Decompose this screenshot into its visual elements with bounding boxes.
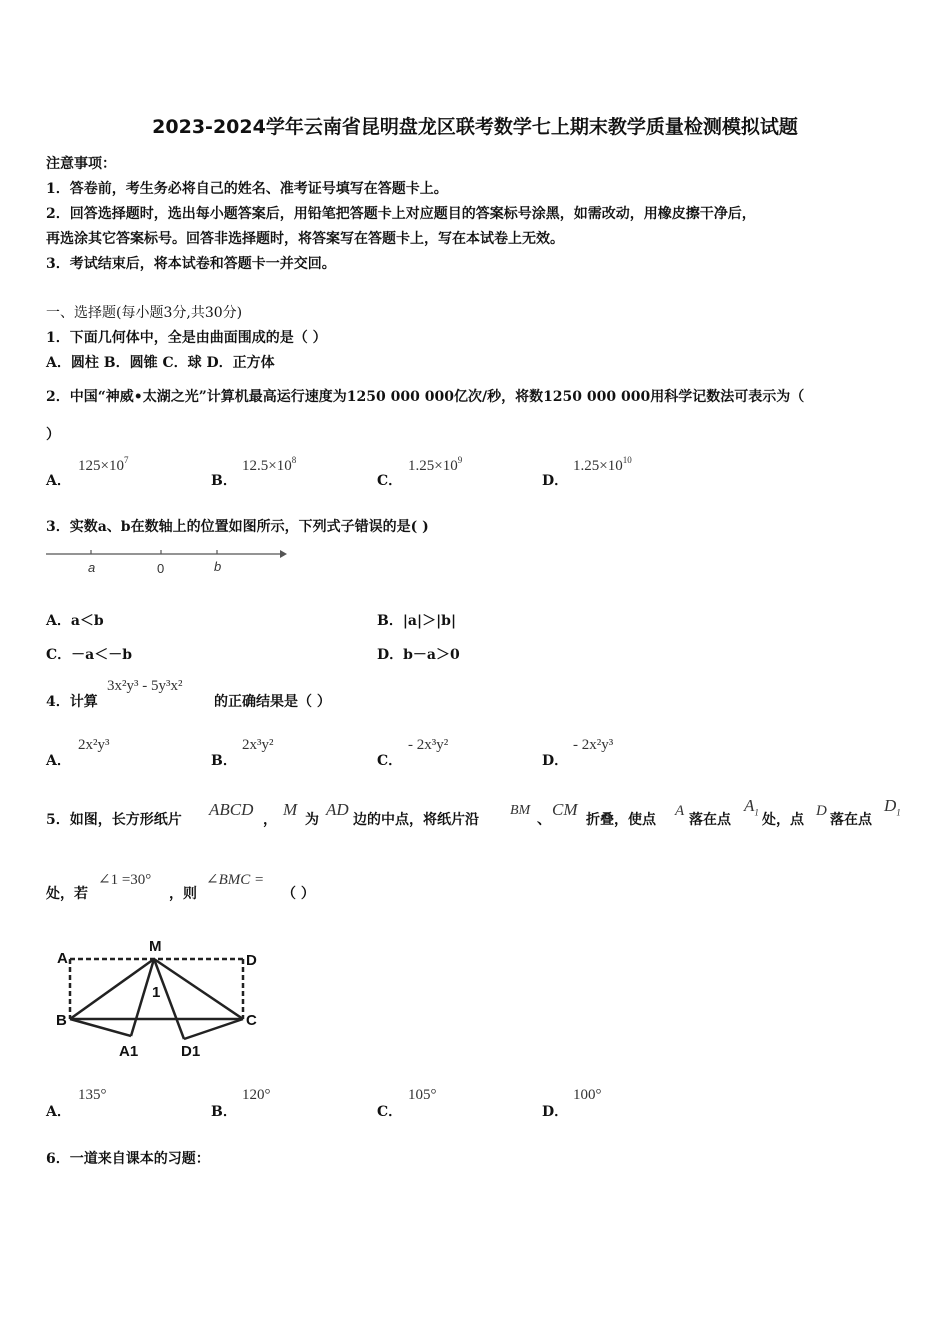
notice-item: 3．考试结束后，将本试卷和答题卡一并交回。 xyxy=(46,256,336,272)
question-4-answer-b: 2x³y² xyxy=(242,737,274,753)
question-3-option-b: B．|a|＞|b| xyxy=(377,613,457,629)
math-m: M xyxy=(283,800,298,819)
fold-bm xyxy=(70,959,154,1019)
question-1-options: A．圆柱 B．圆锥 C．球 D．正方体 xyxy=(46,355,275,371)
axis-label-b: b xyxy=(214,559,222,574)
math-a: A xyxy=(675,803,685,819)
option-b-value: $12.5\times 10^8$ xyxy=(242,455,297,474)
question-5-text: 落在点 xyxy=(830,812,872,828)
question-5-answer-a: 135° xyxy=(78,1087,107,1103)
option-label: B． xyxy=(211,753,237,769)
question-3-stem: 3．实数a、b在数轴上的位置如图所示，下列式子错误的是( ) xyxy=(46,519,429,535)
math-cm: CM xyxy=(552,800,578,819)
option-label: B． xyxy=(211,473,237,489)
question-5-text: 、 xyxy=(537,812,551,828)
option-label: A． xyxy=(46,753,71,769)
option-label: A． xyxy=(46,473,71,489)
vertex-label-d1: D1 xyxy=(181,1043,201,1060)
question-4-suffix: 的正确结果是（ ） xyxy=(214,694,331,710)
math-d1: $D_1$ xyxy=(884,796,901,818)
question-4-answer-c: - 2x³y² xyxy=(408,737,449,753)
option-c-value: $1.25\times 10^9$ xyxy=(408,455,463,474)
option-label: D． xyxy=(542,753,569,769)
axis-label-a: a xyxy=(88,560,96,575)
notice-item: 2．回答选择题时，选出每小题答案后，用铅笔把答题卡上对应题目的答案标号涂黑，如需改动，用橡皮擦干净后， xyxy=(46,206,756,222)
vertex-label-m: M xyxy=(149,938,162,955)
question-1-stem: 1．下面几何体中，全是由曲面围成的是（ ） xyxy=(46,330,327,346)
option-label: C． xyxy=(377,473,403,489)
fold-cm xyxy=(154,959,243,1019)
question-5-answer-c: 105° xyxy=(408,1087,437,1103)
question-2-stem-end: ） xyxy=(46,427,60,443)
edge-a1m xyxy=(131,959,154,1036)
vertex-label-a1: A1 xyxy=(119,1043,139,1060)
question-5-text: 5．如图，长方形纸片 xyxy=(46,812,182,828)
math-a1: $A_1$ xyxy=(744,796,759,818)
question-5-text: ， xyxy=(263,812,277,828)
question-4-answer-d: - 2x²y³ xyxy=(573,737,614,753)
edge-d1c xyxy=(184,1019,243,1039)
notice-item: 1．答卷前，考生务必将自己的姓名、准考证号填写在答题卡上。 xyxy=(46,181,448,197)
option-label: D． xyxy=(542,473,569,489)
question-3-option-c: C．－a＜－b xyxy=(46,647,133,663)
question-5-text: 落在点 xyxy=(689,812,731,828)
option-label: D． xyxy=(542,1104,569,1120)
axis-label-zero: 0 xyxy=(157,561,165,576)
question-3-option-a: A．a＜b xyxy=(46,613,104,629)
question-5-text: 处，若 xyxy=(46,886,88,902)
section-heading: 一、选择题(每小题3分,共30分) xyxy=(46,305,243,321)
question-5-text: 折叠，使点 xyxy=(586,812,656,828)
page-title: 2023-2024学年云南省昆明盘龙区联考数学七上期末教学质量检测模拟试题 xyxy=(152,116,798,138)
question-5-text: 为 xyxy=(305,812,319,828)
option-label: A． xyxy=(46,1104,71,1120)
option-label: C． xyxy=(377,753,403,769)
option-d-value: $1.25\times 10^{10}$ xyxy=(573,455,632,474)
question-5-answer-b: 120° xyxy=(242,1087,271,1103)
question-4-expression: 3x²y³ - 5y³x² xyxy=(107,678,183,694)
vertex-label-a: A xyxy=(57,950,68,967)
notice-item: 再选涂其它答案标号。回答非选择题时，将答案写在答题卡上，写在本试卷上无效。 xyxy=(46,231,564,247)
question-5-text: ，则 xyxy=(169,886,197,902)
math-abcd: ABCD xyxy=(209,800,254,819)
angle-label-1: 1 xyxy=(152,984,161,1001)
question-6-stem: 6．一道来自课本的习题： xyxy=(46,1151,210,1167)
question-2-stem: 2．中国“神威•太湖之光”计算机最高运行速度为1250 000 000亿次/秒，将数1250 000 000用科学记数法可表示为（ xyxy=(46,389,805,405)
question-3-option-d: D．b－a＞0 xyxy=(377,647,460,663)
folding-rectangle-figure xyxy=(52,932,272,1062)
question-4-prefix: 4．计算 xyxy=(46,694,98,710)
number-line-arrow xyxy=(280,550,287,558)
vertex-label-c: C xyxy=(246,1012,257,1029)
notice-heading: 注意事项： xyxy=(46,156,116,172)
math-ad: AD xyxy=(326,800,349,819)
question-5-text: 边的中点，将纸片沿 xyxy=(353,812,479,828)
vertex-label-d: D xyxy=(246,952,257,969)
question-5-text: （ ） xyxy=(282,886,315,902)
math-angle-1: ∠1 =30° xyxy=(98,872,152,888)
option-a-value: $125\times 10^7$ xyxy=(78,455,129,474)
math-d: D xyxy=(816,803,827,819)
question-5-text: 处，点 xyxy=(762,812,804,828)
number-line-figure xyxy=(44,543,289,579)
math-bm: BM xyxy=(510,803,531,818)
question-4-answer-a: 2x²y³ xyxy=(78,737,110,753)
question-5-answer-d: 100° xyxy=(573,1087,602,1103)
option-label: C． xyxy=(377,1104,403,1120)
math-angle-bmc: ∠BMC = xyxy=(206,872,265,888)
vertex-label-b: B xyxy=(56,1012,67,1029)
edge-ba1 xyxy=(70,1019,131,1036)
option-label: B． xyxy=(211,1104,237,1120)
